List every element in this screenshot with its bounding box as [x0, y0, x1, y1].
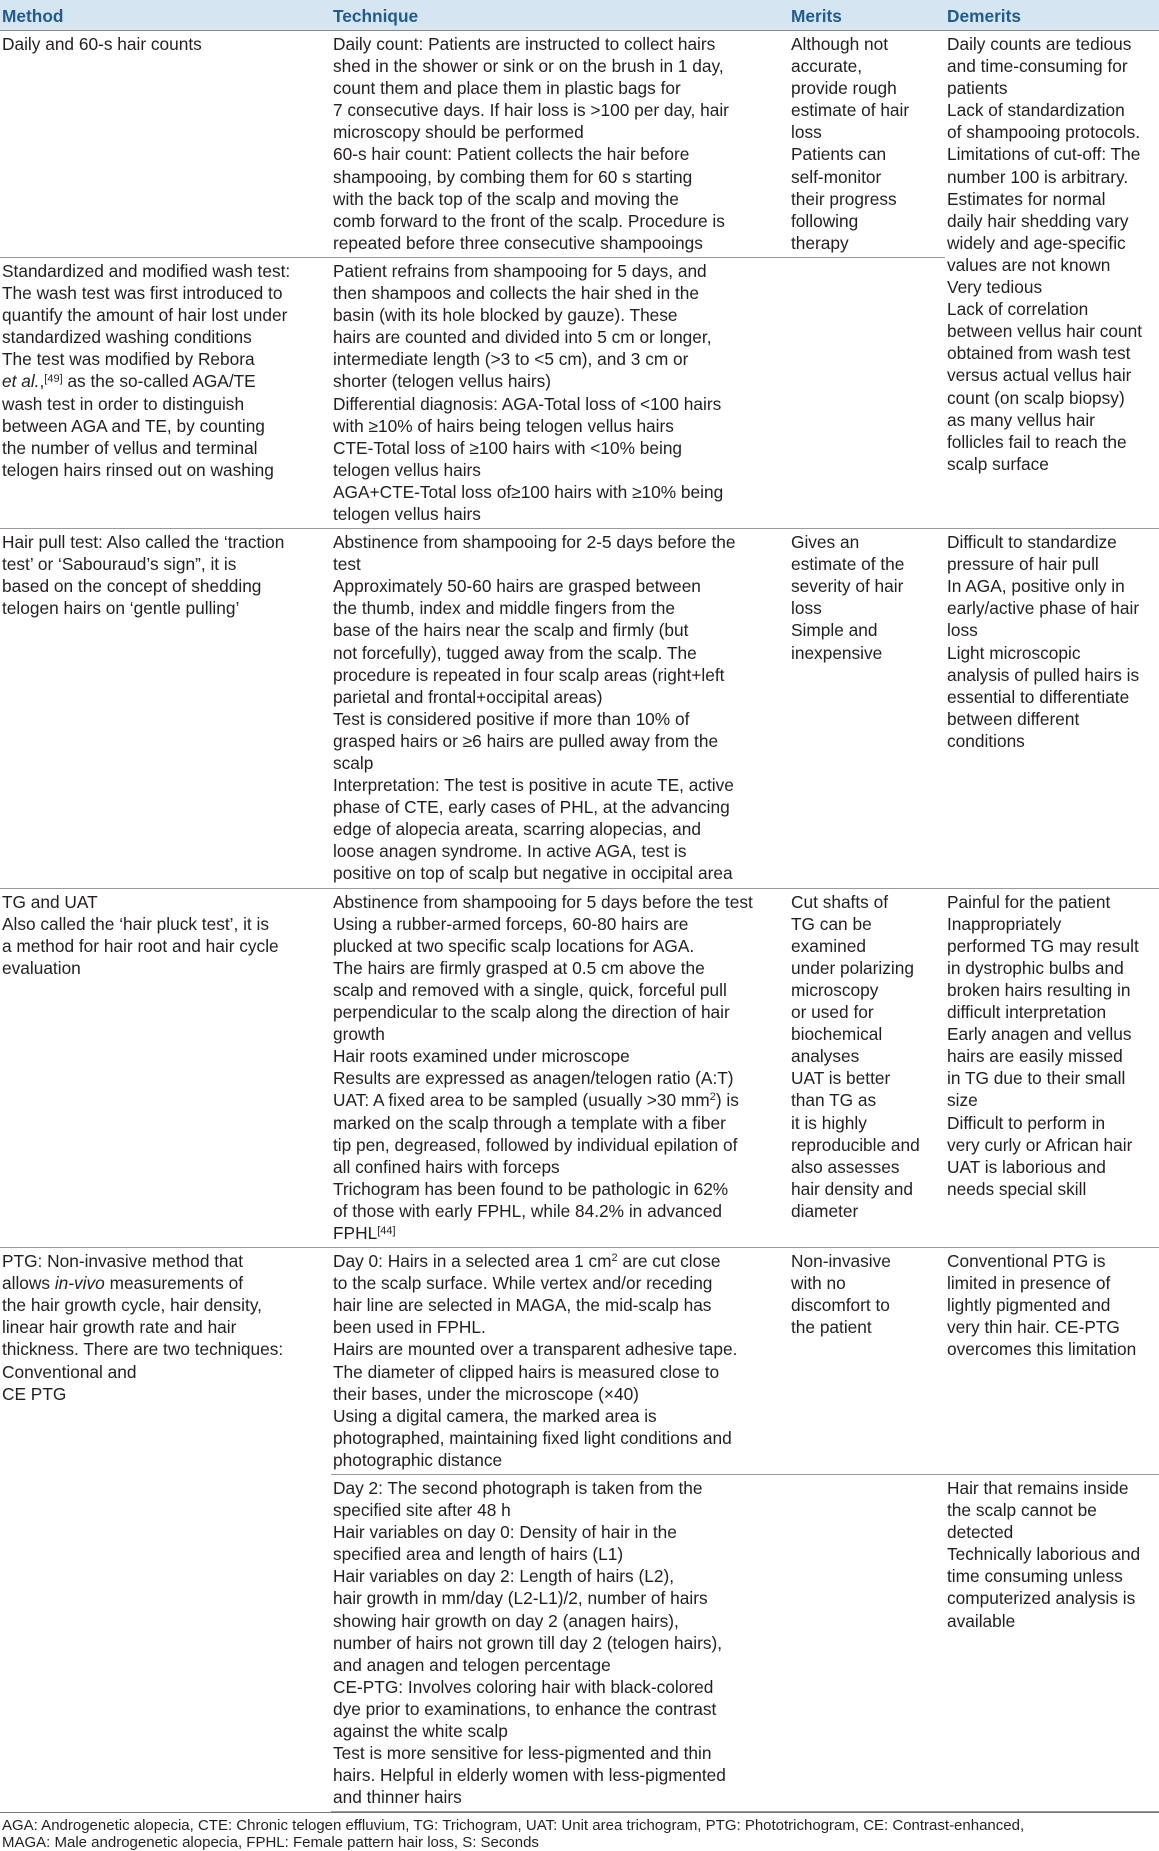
text-line: loss — [791, 598, 822, 619]
text-line: Abstinence from shampooing for 5 days before the test — [333, 891, 753, 912]
text-line: thickness. There are two techniques: — [2, 1339, 284, 1360]
text-line: against the white scalp — [333, 1721, 508, 1742]
text-line: hairs are counted and divided into 5 cm or longer, — [333, 327, 712, 348]
text-line: test — [333, 554, 361, 575]
text-line: Using a digital camera, the marked area is — [333, 1405, 657, 1426]
text-line: In AGA, positive only in — [947, 576, 1125, 597]
text-line: The test was modified by Rebora — [2, 349, 255, 370]
uat-pre: UAT: A fixed area to be sampled (usually >30 mm — [333, 1090, 710, 1111]
text-line: parietal and frontal+occipital areas) — [333, 686, 603, 707]
text-line: hairs are easily missed — [947, 1046, 1123, 1067]
text-line: with the back top of the scalp and moving the — [333, 188, 679, 209]
text-line: showing hair growth on day 2 (anagen hairs), — [333, 1610, 679, 1631]
text-line: needs special skill — [947, 1178, 1087, 1199]
text-line: widely and age-specific — [947, 232, 1126, 253]
text-line: discomfort to — [791, 1295, 890, 1316]
text-line: dye prior to examinations, to enhance the contrast — [333, 1698, 717, 1719]
text-line: patients — [947, 78, 1008, 99]
text-line: values are not known — [947, 254, 1111, 275]
text-line: detected — [947, 1522, 1014, 1543]
text-line: under polarizing — [791, 957, 914, 978]
text-line: than TG as — [791, 1090, 877, 1111]
text-line: with ≥10% of hairs being telogen vellus hairs — [333, 415, 674, 436]
text-line: follicles fail to reach the — [947, 431, 1127, 452]
text-line: Limitations of cut-off: The — [947, 144, 1141, 165]
table-row-trichogram — [0, 888, 1159, 1248]
text-line: hair density and — [791, 1178, 914, 1199]
in-vivo-text: in-vivo — [54, 1273, 105, 1294]
text-line: in TG due to their small — [947, 1068, 1126, 1089]
text-line: Daily counts are tedious — [947, 34, 1132, 54]
text-line: positive on top of scalp but negative in occipital area — [333, 863, 733, 884]
text-line: to the scalp surface. While vertex and/or receding — [333, 1273, 713, 1294]
text-line: Daily and 60-s hair counts — [2, 34, 202, 54]
text-line: and anagen and telogen percentage — [333, 1654, 611, 1675]
text-line: telogen hairs rinsed out on washing — [2, 459, 274, 480]
text-line: photographed, maintaining fixed light conditions and — [333, 1427, 732, 1448]
text-line: size — [947, 1090, 978, 1111]
text-line: Using a rubber-armed forceps, 60-80 hairs are — [333, 913, 689, 934]
text-line: their bases, under the microscope (×40) — [333, 1383, 639, 1404]
text-line: Difficult to standardize — [947, 532, 1117, 553]
text-line: it is highly — [791, 1112, 867, 1133]
text-line: very curly or African hair — [947, 1134, 1133, 1155]
text-line: count (on scalp biopsy) — [947, 387, 1125, 408]
allows-text: allows — [2, 1273, 55, 1294]
text-line: Conventional and — [2, 1361, 137, 1382]
text-line: hair line are selected in MAGA, the mid-scalp has — [333, 1295, 712, 1316]
text-line: analysis of pulled hairs is — [947, 664, 1140, 685]
text-line: overcomes this limitation — [947, 1339, 1137, 1360]
text-line: versus actual vellus hair — [947, 365, 1132, 386]
text-line: Although not — [791, 34, 889, 54]
text-line: photographic distance — [333, 1449, 503, 1470]
text-line: Lack of correlation — [947, 299, 1089, 320]
text-line: AGA+CTE-Total loss of≥100 hairs with ≥10% being — [333, 481, 724, 502]
text-line: scalp and removed with a single, quick, forceful pull — [333, 979, 727, 1000]
text-line: in dystrophic bulbs and — [947, 957, 1124, 978]
text-line: lightly pigmented and — [947, 1295, 1111, 1316]
table-row-hair-counts — [0, 31, 1159, 258]
day0-line — [333, 1250, 785, 1272]
text-line: The hairs are firmly grasped at 0.5 cm above the — [333, 957, 705, 978]
header-demerits: Demerits — [945, 0, 1159, 31]
text-line: UAT is better — [791, 1068, 891, 1089]
citation-ref: [49] — [44, 373, 63, 386]
text-line: specified site after 48 h — [333, 1500, 511, 1521]
text-line: provide rough — [791, 78, 897, 99]
text-line: Test is considered positive if more than 10% of — [333, 708, 690, 729]
text-line: TG can be — [791, 913, 872, 934]
text-line: number 100 is arbitrary. — [947, 166, 1129, 187]
text-line: basin (with its hole blocked by gauze). These — [333, 305, 678, 326]
technique-cell — [331, 1475, 789, 1812]
text-line: repeated before three consecutive shampooings — [333, 232, 703, 253]
text-line: analyses — [791, 1046, 860, 1067]
text-line: Non-invasive — [791, 1251, 891, 1272]
demerits-cell — [945, 31, 1159, 529]
table-header-row — [0, 0, 1159, 31]
text-line: diameter — [791, 1200, 859, 1221]
text-line: Inappropriately — [947, 913, 1062, 934]
text-line: broken hairs resulting in — [947, 979, 1131, 1000]
text-line: Patients can — [791, 144, 887, 165]
text-line: the hair growth cycle, hair density, — [2, 1295, 262, 1316]
measurements-text: measurements of — [104, 1273, 244, 1294]
text-line: or used for — [791, 1002, 874, 1023]
text-line: examined — [791, 935, 866, 956]
text-line: loss — [791, 122, 822, 143]
text-line: Cut shafts of — [791, 891, 889, 912]
text-line: base of the hairs near the scalp and firmly (but — [333, 620, 689, 641]
text-line: UAT is laborious and — [947, 1156, 1106, 1177]
text-line: essential to differentiate — [947, 686, 1130, 707]
text-line: AGA: Androgenetic alopecia, CTE: Chronic telogen effluvium, TG: Trichogram, UAT: Unit area trichogram, PTG: Phototrichogram, CE: Contrast-enhanced, — [2, 1817, 1025, 1834]
text-line: specified area and length of hairs (L1) — [333, 1544, 624, 1565]
header-method: Method — [0, 0, 331, 31]
citation-ref: [44] — [377, 1224, 396, 1237]
text-line: evaluation — [2, 957, 81, 978]
text-line: accurate, — [791, 56, 863, 77]
text-line: number of hairs not grown till day 2 (telogen hairs), — [333, 1632, 723, 1653]
text-line: shed in the shower or sink or on the brush in 1 day, — [333, 56, 724, 77]
text-line: limited in presence of — [947, 1273, 1111, 1294]
text-line: Daily count: Patients are instructed to collect hairs — [333, 34, 716, 54]
technique-cell — [331, 1248, 789, 1475]
text-line: shorter (telogen vellus hairs) — [333, 371, 552, 392]
text-line: obtained from wash test — [947, 343, 1131, 364]
text-line: also assesses — [791, 1156, 900, 1177]
demerits-cell — [945, 529, 1159, 889]
text-line: between different — [947, 708, 1080, 729]
text-line: standardized washing conditions — [2, 327, 252, 348]
text-line: telogen vellus hairs — [333, 503, 481, 524]
text-line: with no — [791, 1273, 846, 1294]
text-line: tip pen, degreased, followed by individual epilation of — [333, 1134, 738, 1155]
day0-post: are cut close — [617, 1251, 721, 1272]
text-line: Approximately 50-60 hairs are grasped between — [333, 576, 701, 597]
text-line: Trichogram has been found to be pathologic in 62% — [333, 1178, 729, 1199]
text-line: grasped hairs or ≥6 hairs are pulled away from the — [333, 730, 719, 751]
text-line: daily hair shedding vary — [947, 210, 1129, 231]
text-line: early/active phase of hair — [947, 598, 1140, 619]
text-line: The wash test was first introduced to — [2, 283, 283, 304]
text-line: difficult interpretation — [947, 1002, 1107, 1023]
text-line: scalp surface — [947, 453, 1049, 474]
demerits-cell — [945, 888, 1159, 1248]
text-line: the patient — [791, 1317, 872, 1338]
technique-cell — [331, 257, 789, 528]
text-line: pressure of hair pull — [947, 554, 1099, 575]
method-cell — [0, 888, 331, 1248]
text-line: very thin hair. CE-PTG — [947, 1317, 1120, 1338]
fphl-line — [333, 1222, 785, 1244]
text-line: Hair pull test: Also called the ‘traction — [2, 532, 285, 553]
demerits-cell — [945, 1475, 1159, 1812]
technique-cell — [331, 888, 789, 1248]
text-line: Lack of standardization — [947, 100, 1125, 121]
text-line: CE PTG — [2, 1383, 67, 1404]
text-line: Hair variables on day 0: Density of hair in the — [333, 1522, 677, 1543]
text-line: Gives an — [791, 532, 860, 553]
method-cell — [0, 31, 331, 258]
et-al: et al. — [2, 371, 40, 392]
text-line: MAGA: Male androgenetic alopecia, FPHL: Female pattern hair loss, S: Seconds — [2, 1834, 539, 1851]
text-line: Abstinence from shampooing for 2-5 days before the — [333, 532, 736, 553]
text-line: between vellus hair count — [947, 321, 1143, 342]
text-line: Interpretation: The test is positive in acute TE, active — [333, 775, 734, 796]
text-line: Technically laborious and — [947, 1544, 1141, 1565]
demerits-cell — [945, 1248, 1159, 1475]
text-line: time consuming unless — [947, 1566, 1123, 1587]
text-line: microscopy — [791, 979, 879, 1000]
merits-cell — [789, 31, 945, 258]
text-line: shampooing, by combing them for 60 s starting — [333, 166, 693, 187]
text-line: 60-s hair count: Patient collects the hair before — [333, 144, 690, 165]
text-line: 7 consecutive days. If hair loss is >100 per day, hair — [333, 100, 729, 121]
text-line: quantify the amount of hair lost under — [2, 305, 288, 326]
text-line: Early anagen and vellus — [947, 1024, 1132, 1045]
text-line: hair growth in mm/day (L2-L1)/2, number of hairs — [333, 1588, 708, 1609]
text-line: loss — [947, 620, 978, 641]
text-line: intermediate length (>3 to <5 cm), and 3 cm or — [333, 349, 689, 370]
text-line: test’ or ‘Sabouraud’s sign”, it is — [2, 554, 237, 575]
text-line: wash test in order to distinguish — [2, 393, 245, 414]
merits-cell — [789, 1475, 945, 1812]
footnote-divider — [0, 1812, 1159, 1813]
uat-post: ) is — [715, 1090, 739, 1111]
day0-pre: Day 0: Hairs in a selected area 1 cm — [333, 1251, 612, 1272]
table-row-phototrichogram — [0, 1248, 1159, 1475]
text-line: the number of vellus and terminal — [2, 437, 258, 458]
text-line: phase of CTE, early cases of PHL, at the advancing — [333, 797, 730, 818]
text-line: Hair roots examined under microscope — [333, 1046, 630, 1067]
method-ref-after: as the so-called AGA/TE — [62, 371, 256, 392]
method-cell — [0, 1248, 331, 1812]
text-line: perpendicular to the scalp along the direction of hair — [333, 1002, 730, 1023]
text-line: Very tedious — [947, 277, 1043, 298]
text-line: loose anagen syndrome. In active AGA, test is — [333, 841, 687, 862]
text-line: count them and place them in plastic bags for — [333, 78, 681, 99]
text-line: inexpensive — [791, 642, 883, 663]
text-line: therapy — [791, 232, 849, 253]
text-line: following — [791, 210, 859, 231]
superscript: 2 — [611, 1252, 618, 1265]
text-line: reproducible and — [791, 1134, 920, 1155]
text-line: Difficult to perform in — [947, 1112, 1106, 1133]
text-line: and thinner hairs — [333, 1787, 462, 1808]
header-merits: Merits — [789, 0, 945, 31]
text-line: all confined hairs with forceps — [333, 1156, 560, 1177]
fphl-text: FPHL — [333, 1222, 378, 1243]
text-line: telogen hairs on ‘gentle pulling’ — [2, 598, 240, 619]
text-line: Results are expressed as anagen/telogen ratio (A:T) — [333, 1068, 734, 1089]
text-line: of shampooing protocols. — [947, 122, 1141, 143]
technique-cell — [331, 529, 789, 889]
text-line: then shampoos and collects the hair shed in the — [333, 283, 700, 304]
method-line: PTG: Non-invasive method that — [2, 1251, 244, 1272]
text-line: Simple and — [791, 620, 878, 641]
text-line: a method for hair root and hair cycle — [2, 935, 279, 956]
text-line: growth — [333, 1024, 385, 1045]
text-line: Painful for the patient — [947, 891, 1111, 912]
text-line: plucked at two specific scalp locations for AGA. — [333, 935, 695, 956]
text-line: and time-consuming for — [947, 56, 1128, 77]
text-line: Conventional PTG is — [947, 1251, 1106, 1272]
text-line: comb forward to the front of the scalp. Procedure is — [333, 210, 725, 231]
text-line: Also called the ‘hair pluck test’, it is — [2, 913, 270, 934]
superscript: 2 — [709, 1091, 716, 1104]
text-line: their progress — [791, 188, 897, 209]
text-line: performed TG may result — [947, 935, 1139, 956]
text-line: The diameter of clipped hairs is measured close to — [333, 1361, 720, 1382]
text-line: Differential diagnosis: AGA-Total loss of <100 hairs — [333, 393, 722, 414]
text-line: scalp — [333, 753, 374, 773]
text-line: the scalp cannot be — [947, 1500, 1097, 1521]
text-line: estimate of hair — [791, 100, 910, 121]
technique-cell — [331, 31, 789, 258]
merits-cell — [789, 888, 945, 1248]
text-line: between AGA and TE, by counting — [2, 415, 265, 436]
comma: , — [39, 371, 45, 392]
text-line: Patient refrains from shampooing for 5 days, and — [333, 260, 707, 281]
text-line: severity of hair — [791, 576, 904, 597]
text-line: procedure is repeated in four scalp areas (right+left — [333, 664, 725, 685]
text-line: telogen vellus hairs — [333, 459, 481, 480]
text-line: not forcefully), tugged away from the scalp. The — [333, 642, 697, 663]
text-line: CE-PTG: Involves coloring hair with black-colored — [333, 1676, 714, 1697]
text-line: Hairs are mounted over a transparent adhesive tape. — [333, 1339, 738, 1360]
text-line: Test is more sensitive for less-pigmented and thin — [333, 1743, 712, 1764]
merits-cell — [789, 257, 945, 528]
text-line: hairs. Helpful in elderly women with less-pigmented — [333, 1765, 726, 1786]
method-line — [2, 1272, 327, 1294]
text-line: microscopy should be performed — [333, 122, 584, 143]
text-line: based on the concept of shedding — [2, 576, 262, 597]
method-cell — [0, 257, 331, 528]
text-line: Day 2: The second photograph is taken from the — [333, 1478, 703, 1498]
text-line: edge of alopecia areata, scarring alopecias, and — [333, 819, 701, 840]
text-line: linear hair growth rate and hair — [2, 1317, 237, 1338]
text-line: Estimates for normal — [947, 188, 1106, 209]
text-line: been used in FPHL. — [333, 1317, 486, 1338]
method-ref-line — [2, 370, 327, 392]
text-line: of those with early FPHL, while 84.2% in advanced — [333, 1200, 723, 1221]
text-line: conditions — [947, 730, 1025, 751]
text-line: self-monitor — [791, 166, 882, 187]
merits-cell — [789, 529, 945, 889]
text-line: biochemical — [791, 1024, 883, 1045]
uat-line — [333, 1089, 785, 1111]
text-line: Standardized and modified wash test: — [2, 260, 291, 281]
text-line: the thumb, index and middle fingers from the — [333, 598, 675, 619]
table-footnote — [2, 1817, 1152, 1851]
text-line: Light microscopic — [947, 642, 1081, 663]
text-line: marked on the scalp through a template with a fiber — [333, 1112, 726, 1133]
header-technique: Technique — [331, 0, 789, 31]
text-line: computerized analysis is — [947, 1588, 1136, 1609]
text-line: CTE-Total loss of ≥100 hairs with <10% being — [333, 437, 683, 458]
text-line: Hair variables on day 2: Length of hairs (L2), — [333, 1566, 675, 1587]
table-row-hair-pull-test — [0, 529, 1159, 889]
method-cell — [0, 529, 331, 889]
text-line: available — [947, 1610, 1016, 1631]
text-line: as many vellus hair — [947, 409, 1095, 430]
text-line: TG and UAT — [2, 891, 98, 912]
merits-cell — [789, 1248, 945, 1475]
text-line: Hair that remains inside — [947, 1478, 1129, 1498]
text-line: estimate of the — [791, 554, 905, 575]
